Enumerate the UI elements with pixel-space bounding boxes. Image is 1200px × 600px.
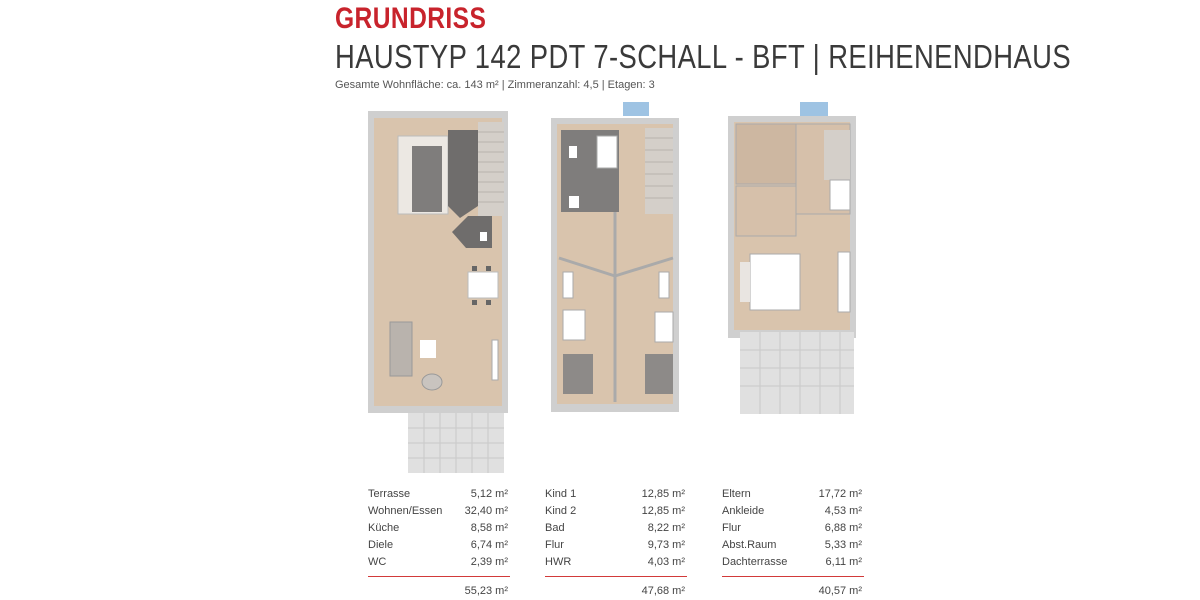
sum-divider xyxy=(368,576,510,577)
area-row: Bad 8,22 m² xyxy=(545,522,685,534)
area-row: Abst.Raum 5,33 m² xyxy=(722,539,862,551)
sum-divider xyxy=(722,576,864,577)
floorplan-ground xyxy=(368,108,508,476)
area-row: Dachterrasse 6,11 m² xyxy=(722,556,862,568)
area-table-ground xyxy=(368,488,508,573)
area-row: WC 2,39 m² xyxy=(368,556,508,568)
page-subtitle: Gesamte Wohnfläche: ca. 143 m² | Zimmeranzahl: 4,5 | Etagen: 3 xyxy=(335,79,655,91)
area-row: Flur 6,88 m² xyxy=(722,522,862,534)
area-table-attic xyxy=(722,488,862,573)
area-row: Küche 8,58 m² xyxy=(368,522,508,534)
area-row: Ankleide 4,53 m² xyxy=(722,505,862,517)
area-row: Kind 1 12,85 m² xyxy=(545,488,685,500)
area-row: Terrasse 5,12 m² xyxy=(368,488,508,500)
area-row: Kind 2 12,85 m² xyxy=(545,505,685,517)
area-row: Wohnen/Essen 32,40 m² xyxy=(368,505,508,517)
area-total-upper: 47,68 m² xyxy=(641,585,685,597)
floorplan-upper xyxy=(549,102,681,414)
area-table-upper xyxy=(545,488,685,573)
sum-divider xyxy=(545,576,687,577)
area-row: Eltern 17,72 m² xyxy=(722,488,862,500)
floorplan-attic xyxy=(726,102,858,414)
area-row: Flur 9,73 m² xyxy=(545,539,685,551)
area-row: HWR 4,03 m² xyxy=(545,556,685,568)
area-total-attic: 40,57 m² xyxy=(818,585,862,597)
header-kicker: GRUNDRISS xyxy=(335,2,487,35)
area-total-ground: 55,23 m² xyxy=(464,585,508,597)
page-title: HAUSTYP 142 PDT 7-SCHALL - BFT | REIHENENDHAUS xyxy=(335,38,1072,75)
area-row: Diele 6,74 m² xyxy=(368,539,508,551)
